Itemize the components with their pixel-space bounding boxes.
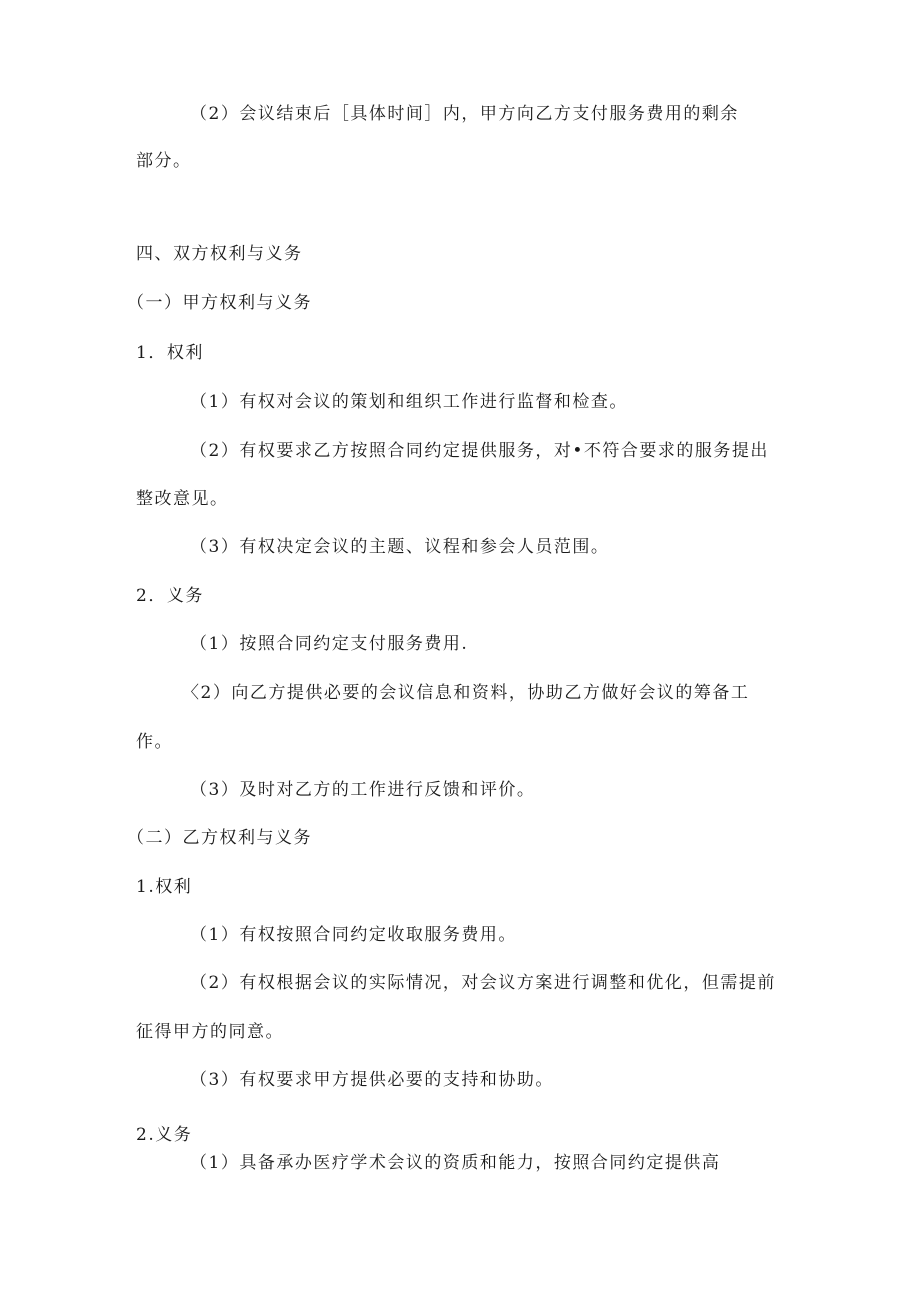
item-heading-b-rights: 1.权利	[136, 877, 193, 897]
paragraph-a-duty-2: 〈2）向乙方提供必要的会议信息和资料，协助乙方做好会议的筹备工	[182, 683, 750, 703]
paragraph-b-right-2: （2）有权根据会议的实际情况，对会议方案进行调整和优化，但需提前	[190, 973, 776, 993]
section-heading-rights: 四、双方权利与义务	[136, 244, 303, 264]
paragraph-b-right-3: （3）有权要求甲方提供必要的支持和协助。	[190, 1070, 554, 1090]
subsection-heading-party-b: （二）乙方权利与义务	[127, 828, 312, 848]
paragraph-payment-2: （2）会议结束后［具体时间］内，甲方向乙方支付服务费用的剩余	[190, 104, 739, 124]
paragraph-a-duty-1: （1）按照合同约定支付服务费用.	[190, 634, 469, 654]
paragraph-a-right-2: （2）有权要求乙方按照合同约定提供服务，对•不符合要求的服务提出	[190, 441, 769, 461]
paragraph-a-right-1: （1）有权对会议的策划和组织工作进行监督和检查。	[190, 392, 628, 412]
item-heading-a-rights: 1．权利	[136, 343, 204, 363]
paragraph-b-right-1: （1）有权按照合同约定收取服务费用。	[190, 925, 517, 945]
subsection-heading-party-a: （一）甲方权利与义务	[127, 293, 312, 313]
paragraph-a-right-2-cont: 整改意见。	[136, 489, 229, 509]
item-heading-b-duties: 2.义务	[136, 1125, 193, 1145]
paragraph-payment-2-cont: 部分。	[136, 151, 192, 171]
paragraph-b-duty-1: （1）具备承办医疗学术会议的资质和能力，按照合同约定提供高	[190, 1153, 721, 1173]
paragraph-a-duty-2-cont: 作。	[136, 732, 173, 752]
paragraph-a-right-3: （3）有权决定会议的主题、议程和参会人员范围。	[190, 537, 610, 557]
paragraph-a-duty-3: （3）及时对乙方的工作进行反馈和评价。	[190, 780, 536, 800]
paragraph-b-right-2-cont: 征得甲方的同意。	[136, 1022, 284, 1042]
item-heading-a-duties: 2．义务	[136, 586, 204, 606]
